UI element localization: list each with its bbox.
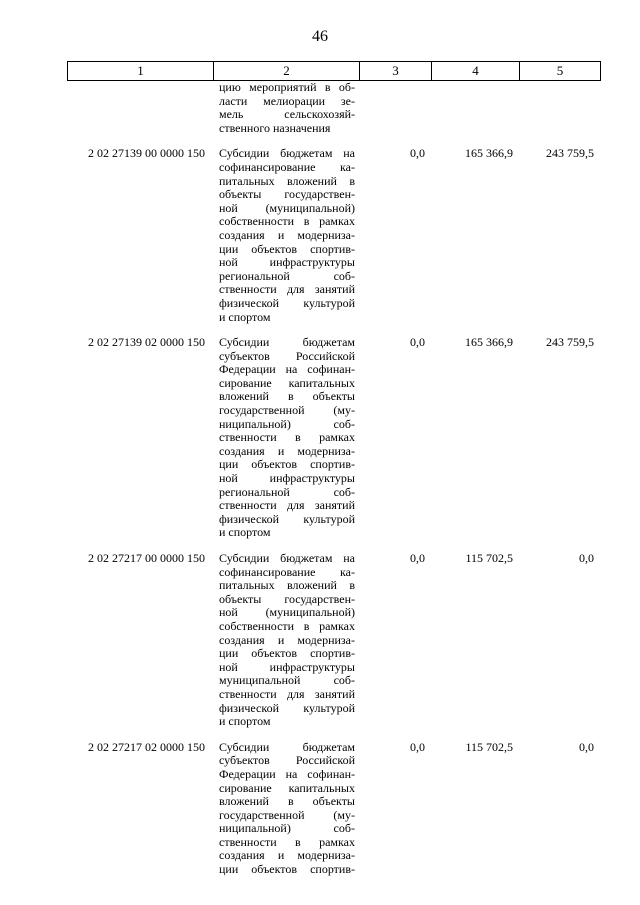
value-cell-col3: 0,0: [410, 335, 425, 350]
value-cell-col4: 165 366,9: [465, 335, 513, 350]
description-line: Субсидии бюджетам: [219, 740, 355, 754]
description-line: ции объектов спортив-: [219, 458, 355, 472]
description-line: и спортом: [219, 310, 271, 324]
value-cell-col5: 0,0: [579, 739, 594, 754]
value-cell-col5: 243 759,5: [546, 146, 594, 161]
page-number: 46: [312, 28, 328, 45]
value-cell-col3: 0,0: [410, 551, 425, 565]
column-header-4: 4: [432, 62, 520, 81]
description-line: Федерации на софинан-: [219, 363, 355, 377]
code-cell: 2 02 27217 02 0000 150: [88, 739, 205, 754]
description-line: ласти мелиорации зе-: [219, 94, 355, 108]
column-header-3: 3: [360, 62, 432, 81]
description-line: физической культурой: [219, 701, 355, 715]
description-line: цию мероприятий в об-: [219, 81, 355, 94]
value-cell-col3: 0,0: [410, 146, 425, 161]
description-line: ственности для занятий: [219, 283, 355, 297]
description-line: ственности в рамках: [219, 835, 355, 849]
table-row: [67, 147, 600, 324]
description-line: физической культурой: [219, 512, 355, 526]
description-line: ственности для занятий: [219, 687, 355, 701]
description-line: ной инфраструктуры: [219, 256, 355, 270]
description-line: Субсидии бюджетам на: [219, 552, 355, 565]
column-header-1: 1: [68, 62, 214, 81]
code-cell: 2 02 27139 02 0000 150: [88, 335, 205, 350]
description-line: муниципальной соб-: [219, 674, 355, 688]
value-cell-col3: 0,0: [410, 739, 425, 754]
description-line: создания и модерниза-: [219, 849, 355, 863]
description-line: сирование капитальных: [219, 781, 355, 795]
value-cell-col4: 115 702,5: [465, 739, 513, 754]
description-line: физической культурой: [219, 296, 355, 310]
table-row: [67, 552, 600, 729]
description-line: и спортом: [219, 526, 271, 540]
description-line: вложений в объекты: [219, 795, 355, 809]
description-line: субъектов Российской: [219, 754, 355, 768]
description-line: софинансирование ка-: [219, 160, 355, 174]
value-cell-col5: 0,0: [579, 551, 594, 565]
description-cell: [213, 552, 359, 729]
description-line: ной инфраструктуры: [219, 472, 355, 486]
description-line: питальных вложений в: [219, 174, 355, 188]
description-line: создания и модерниза-: [219, 633, 355, 647]
description-line: вложений в объекты: [219, 390, 355, 404]
description-line: питальных вложений в: [219, 579, 355, 593]
description-line: Субсидии бюджетам на: [219, 147, 355, 161]
description-line: субъектов Российской: [219, 349, 355, 363]
description-cell: [213, 336, 359, 540]
description-line: объекты государствен-: [219, 592, 355, 606]
description-line: ции объектов спортив-: [219, 863, 355, 877]
description-line: ниципальной) соб-: [219, 417, 355, 431]
code-cell: [67, 81, 213, 135]
description-line: государственной (му-: [219, 808, 355, 822]
description-line: ции объектов спортив-: [219, 647, 355, 661]
description-line: ной (муниципальной): [219, 201, 355, 215]
description-line: объекты государствен-: [219, 188, 355, 202]
code-cell: 2 02 27217 00 0000 150: [88, 551, 205, 565]
description-line: региональной соб-: [219, 269, 355, 283]
description-line: ственности для занятий: [219, 499, 355, 513]
description-cell: [213, 741, 359, 877]
column-header-row: [68, 62, 601, 81]
description-line: мель сельскохозяй-: [219, 108, 355, 122]
code-cell: 2 02 27139 00 0000 150: [88, 146, 205, 161]
description-line: и спортом: [219, 715, 271, 729]
description-line: ственного назначения: [219, 121, 331, 135]
description-line: ственности в рамках: [219, 431, 355, 445]
description-line: сирование капитальных: [219, 376, 355, 390]
description-line: Субсидии бюджетам: [219, 336, 355, 350]
value-cell-col5: 243 759,5: [546, 335, 594, 350]
description-cell: [213, 147, 359, 324]
continuation-row: [67, 81, 600, 135]
description-line: региональной соб-: [219, 485, 355, 499]
description-line: ной инфраструктуры: [219, 660, 355, 674]
description-line: собственности в рамках: [219, 215, 355, 229]
description-line: Федерации на софинан-: [219, 767, 355, 781]
column-header-5: 5: [520, 62, 601, 81]
value-cell-col4: 115 702,5: [465, 551, 513, 565]
description-line: софинансирование ка-: [219, 565, 355, 579]
description-line: создания и модерниза-: [219, 228, 355, 242]
column-header-table: [67, 61, 601, 81]
description-line: ниципальной) соб-: [219, 822, 355, 836]
description-line: собственности в рамках: [219, 619, 355, 633]
table-row: [67, 336, 600, 540]
value-cell-col4: 165 366,9: [465, 146, 513, 161]
table-body: [67, 81, 600, 877]
description-line: создания и модерниза-: [219, 444, 355, 458]
description-cell: [213, 81, 359, 135]
table-row: [67, 741, 600, 877]
description-line: государственной (му-: [219, 404, 355, 418]
description-line: ной (муниципальной): [219, 606, 355, 620]
description-line: ции объектов спортив-: [219, 242, 355, 256]
column-header-2: 2: [214, 62, 360, 81]
